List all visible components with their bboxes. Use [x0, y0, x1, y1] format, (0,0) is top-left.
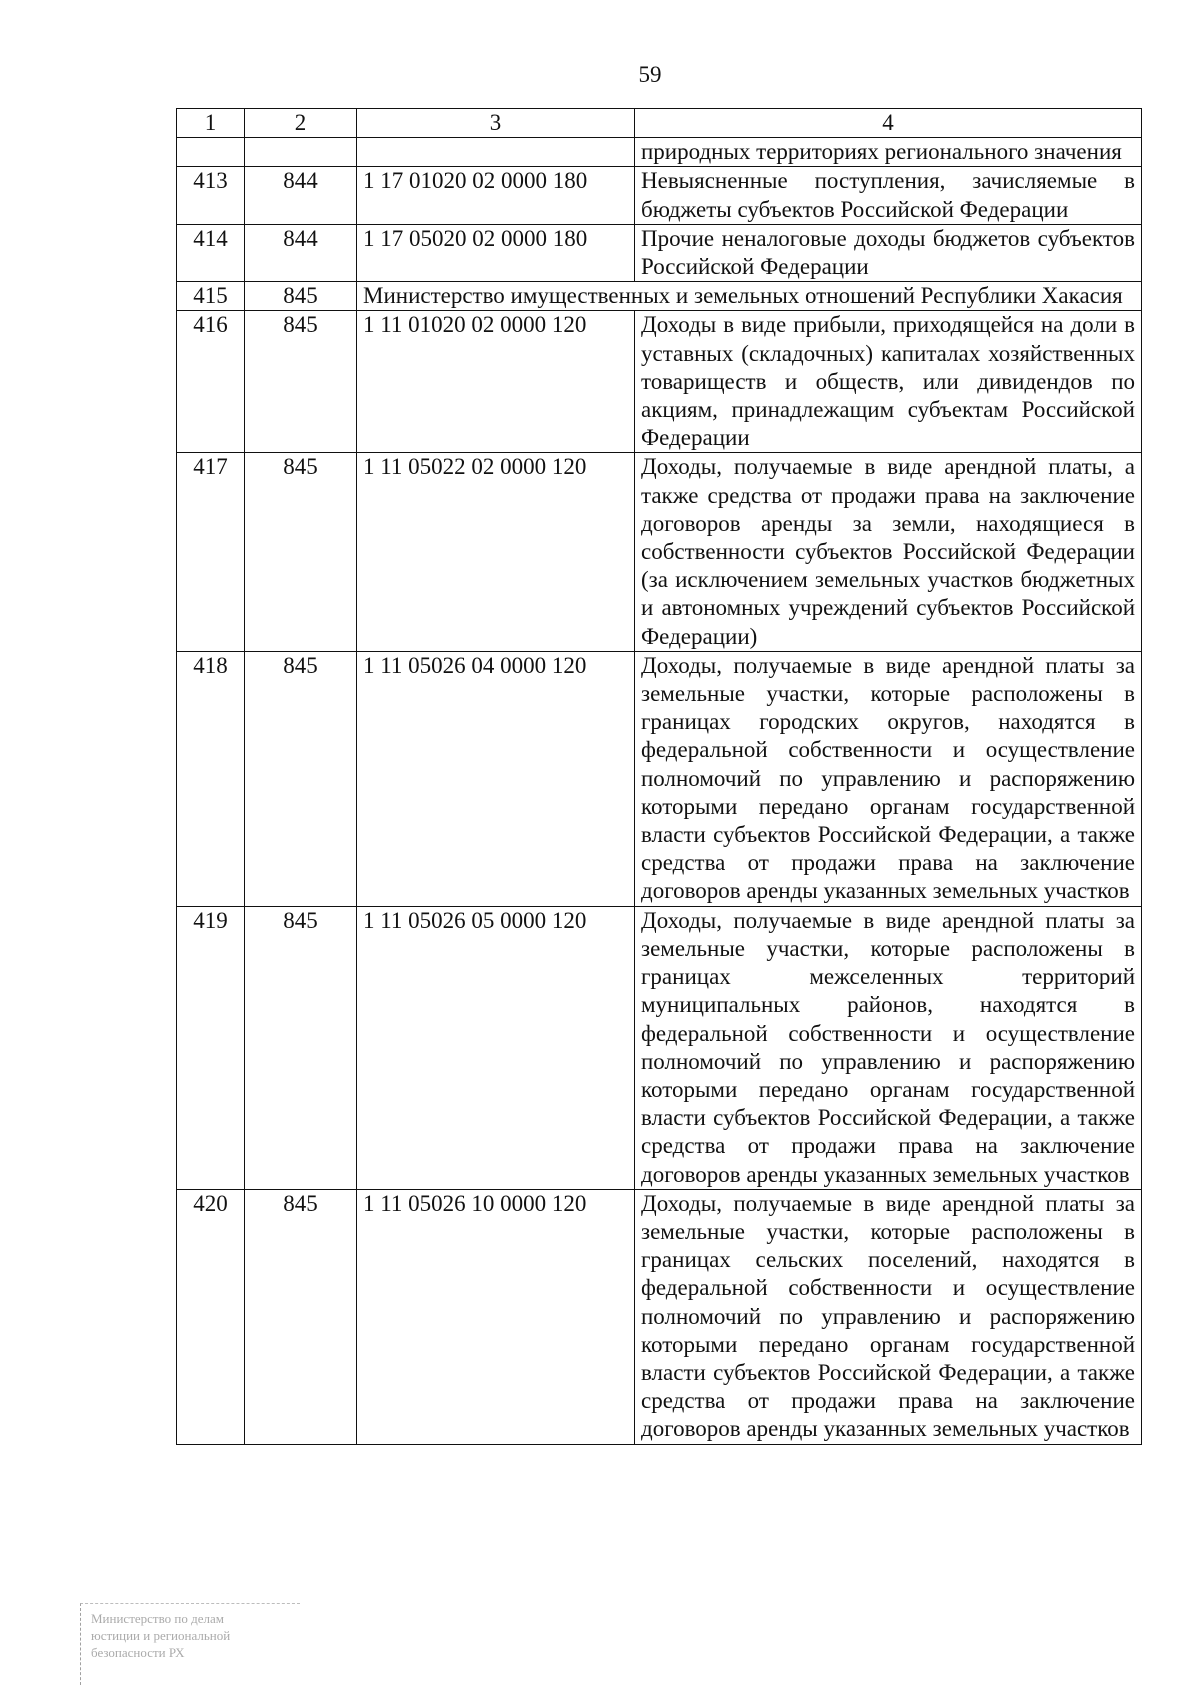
admin-code-cell: 845 — [245, 282, 357, 311]
stamp-line: Министерство по делам — [91, 1611, 224, 1626]
budget-code-cell: 1 11 05026 05 0000 120 — [357, 906, 635, 1189]
header-cell: 1 — [177, 109, 245, 138]
budget-code-cell: 1 11 01020 02 0000 120 — [357, 311, 635, 453]
table-header-row — [177, 109, 1142, 138]
row-number-cell: 416 — [177, 311, 245, 453]
revenue-description-cell: Доходы, получаемые в виде арендной платы, а также средства от продажи права на заключение договоров аренды за земли, находящиеся в собственности субъектов Российской Федерации (за исключением земельных участков бюджетных и автономных учреждений субъектов Российской Федерации) — [635, 453, 1142, 651]
stamp-line: безопасности РХ — [91, 1645, 185, 1660]
revenue-description-cell: Доходы в виде прибыли, приходящейся на доли в уставных (складочных) капиталах хозяйственных товариществ и обществ, или дивидендов по акциям, принадлежащим субъектам Российской Федерации — [635, 311, 1142, 453]
administrator-name-cell: Министерство имущественных и земельных отношений Республики Хакасия — [357, 282, 1142, 311]
budget-code-cell — [357, 138, 635, 167]
revenue-description-cell: природных территориях регионального значения — [635, 138, 1142, 167]
revenue-description-cell: Доходы, получаемые в виде арендной платы за земельные участки, которые расположены в границах сельских поселений, находятся в федеральной собственности и осуществление полномочий по управлению и распоряжению которыми передано органам государственной власти субъектов Российской Федерации, а также средства от продажи права на заключение договоров аренды указанных земельных участков — [635, 1189, 1142, 1444]
registration-stamp — [80, 1603, 300, 1685]
admin-code-cell: 844 — [245, 167, 357, 224]
table-row — [177, 138, 1142, 167]
header-cell: 2 — [245, 109, 357, 138]
row-number-cell: 418 — [177, 651, 245, 906]
row-number-cell: 417 — [177, 453, 245, 651]
budget-code-cell: 1 11 05026 10 0000 120 — [357, 1189, 635, 1444]
revenue-description-cell: Доходы, получаемые в виде арендной платы за земельные участки, которые расположены в границах межселенных территорий муниципальных районов, находятся в федеральной собственности и осуществление полномочий по управлению и распоряжению которыми передано органам государственной власти субъектов Российской Федерации, а также средства от продажи права на заключение договоров аренды указанных земельных участков — [635, 906, 1142, 1189]
row-number-cell — [177, 138, 245, 167]
row-number-cell: 419 — [177, 906, 245, 1189]
budget-code-cell: 1 11 05026 04 0000 120 — [357, 651, 635, 906]
table-row — [177, 224, 1142, 281]
admin-code-cell: 845 — [245, 453, 357, 651]
revenue-description-cell: Доходы, получаемые в виде арендной платы за земельные участки, которые расположены в границах городских округов, находятся в федеральной собственности и осуществление полномочий по управлению и распоряжению которыми передано органам государственной власти субъектов Российской Федерации, а также средства от продажи права на заключение договоров аренды указанных земельных участков — [635, 651, 1142, 906]
admin-code-cell: 845 — [245, 906, 357, 1189]
table-row — [177, 282, 1142, 311]
header-cell: 4 — [635, 109, 1142, 138]
page-number: 59 — [638, 62, 662, 87]
table-row — [177, 311, 1142, 453]
admin-code-cell: 845 — [245, 1189, 357, 1444]
table-row — [177, 167, 1142, 224]
stamp-line: юстиции и региональной — [91, 1628, 231, 1643]
table-row — [177, 651, 1142, 906]
admin-code-cell: 844 — [245, 224, 357, 281]
table-row — [177, 906, 1142, 1189]
row-number-cell: 420 — [177, 1189, 245, 1444]
admin-code-cell: 845 — [245, 311, 357, 453]
admin-code-cell — [245, 138, 357, 167]
table-row — [177, 1189, 1142, 1444]
budget-code-cell: 1 17 05020 02 0000 180 — [357, 224, 635, 281]
revenue-description-cell: Невыясненные поступления, зачисляемые в бюджеты субъектов Российской Федерации — [635, 167, 1142, 224]
admin-code-cell: 845 — [245, 651, 357, 906]
budget-code-cell: 1 11 05022 02 0000 120 — [357, 453, 635, 651]
row-number-cell: 415 — [177, 282, 245, 311]
revenue-description-cell: Прочие неналоговые доходы бюджетов субъектов Российской Федерации — [635, 224, 1142, 281]
table-row — [177, 453, 1142, 651]
budget-code-cell: 1 17 01020 02 0000 180 — [357, 167, 635, 224]
header-cell: 3 — [357, 109, 635, 138]
row-number-cell: 414 — [177, 224, 245, 281]
revenue-codes-table — [176, 108, 1142, 1445]
row-number-cell: 413 — [177, 167, 245, 224]
